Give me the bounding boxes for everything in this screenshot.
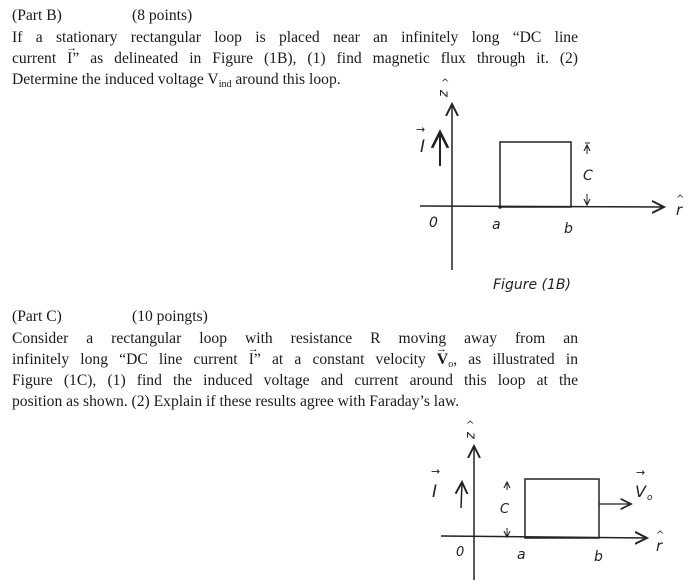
- part-b-line-2: current → I” as delineated in Figure (1B), (1) find magnetic flux through it. (2): [12, 49, 578, 69]
- svg-text:V: V: [635, 482, 646, 501]
- part-c-line-1: Consider a rectangular loop with resistance R moving away from an: [12, 330, 578, 347]
- velocity-vector-symbol: → V: [437, 350, 448, 370]
- current-vector-symbol: → I: [67, 49, 72, 69]
- svg-text:0: 0: [456, 545, 465, 560]
- svg-text:^: ^: [466, 420, 475, 431]
- part-b-title: (Part B): [12, 7, 62, 24]
- part-c-line-4: position as shown. (2) Explain if these results agree with Faraday’s law.: [12, 393, 460, 410]
- figure-1b-caption: Figure (1B): [493, 277, 571, 293]
- part-b-points: (8 points): [132, 7, 193, 24]
- current-arrow-1c: [461, 482, 462, 508]
- figure-1c-drawing: [431, 420, 664, 580]
- svg-text:I: I: [432, 482, 438, 502]
- svg-text:a: a: [492, 217, 501, 233]
- subscript-ind: ind: [218, 79, 232, 90]
- svg-text:^: ^: [676, 194, 685, 205]
- current-vector-symbol: → I: [249, 350, 254, 370]
- svg-text:C: C: [583, 168, 593, 184]
- svg-text:0: 0: [429, 215, 438, 231]
- rect-loop-1c: [525, 479, 599, 538]
- svg-text:^: ^: [656, 530, 665, 541]
- svg-text:→: →: [636, 466, 646, 479]
- svg-text:o: o: [647, 493, 653, 503]
- part-c-title: (Part C): [12, 308, 62, 325]
- rect-loop-1b: [500, 142, 571, 207]
- svg-text:z: z: [436, 90, 451, 97]
- figure-1b-drawing: [416, 78, 684, 293]
- part-c-points: (10 poingts): [132, 308, 208, 325]
- part-b-line-1: If a stationary rectangular loop is placed near an infinitely long “DC line: [12, 29, 578, 46]
- svg-text:r: r: [676, 201, 683, 219]
- svg-text:a: a: [517, 547, 526, 563]
- svg-text:^: ^: [441, 78, 450, 89]
- current-label-1b: I: [420, 137, 426, 157]
- svg-text:b: b: [564, 221, 573, 237]
- part-c-line-3: Figure (1C), (1) find the induced voltage and current around this loop at the: [12, 372, 578, 389]
- svg-text:→: →: [431, 465, 441, 478]
- part-c-header: [12, 307, 208, 327]
- part-c-line-2: infinitely long “DC line current → I” at a constant velocity → $V_o$, as illustrated in: [12, 350, 578, 375]
- part-b-line-3: Determine the induced voltage $V_{ind}$ around this loop.: [12, 71, 341, 90]
- svg-text:r: r: [656, 537, 663, 555]
- svg-text:z: z: [463, 432, 478, 439]
- svg-text:C: C: [500, 502, 510, 517]
- svg-text:b: b: [594, 549, 603, 565]
- svg-text:→: →: [416, 123, 426, 136]
